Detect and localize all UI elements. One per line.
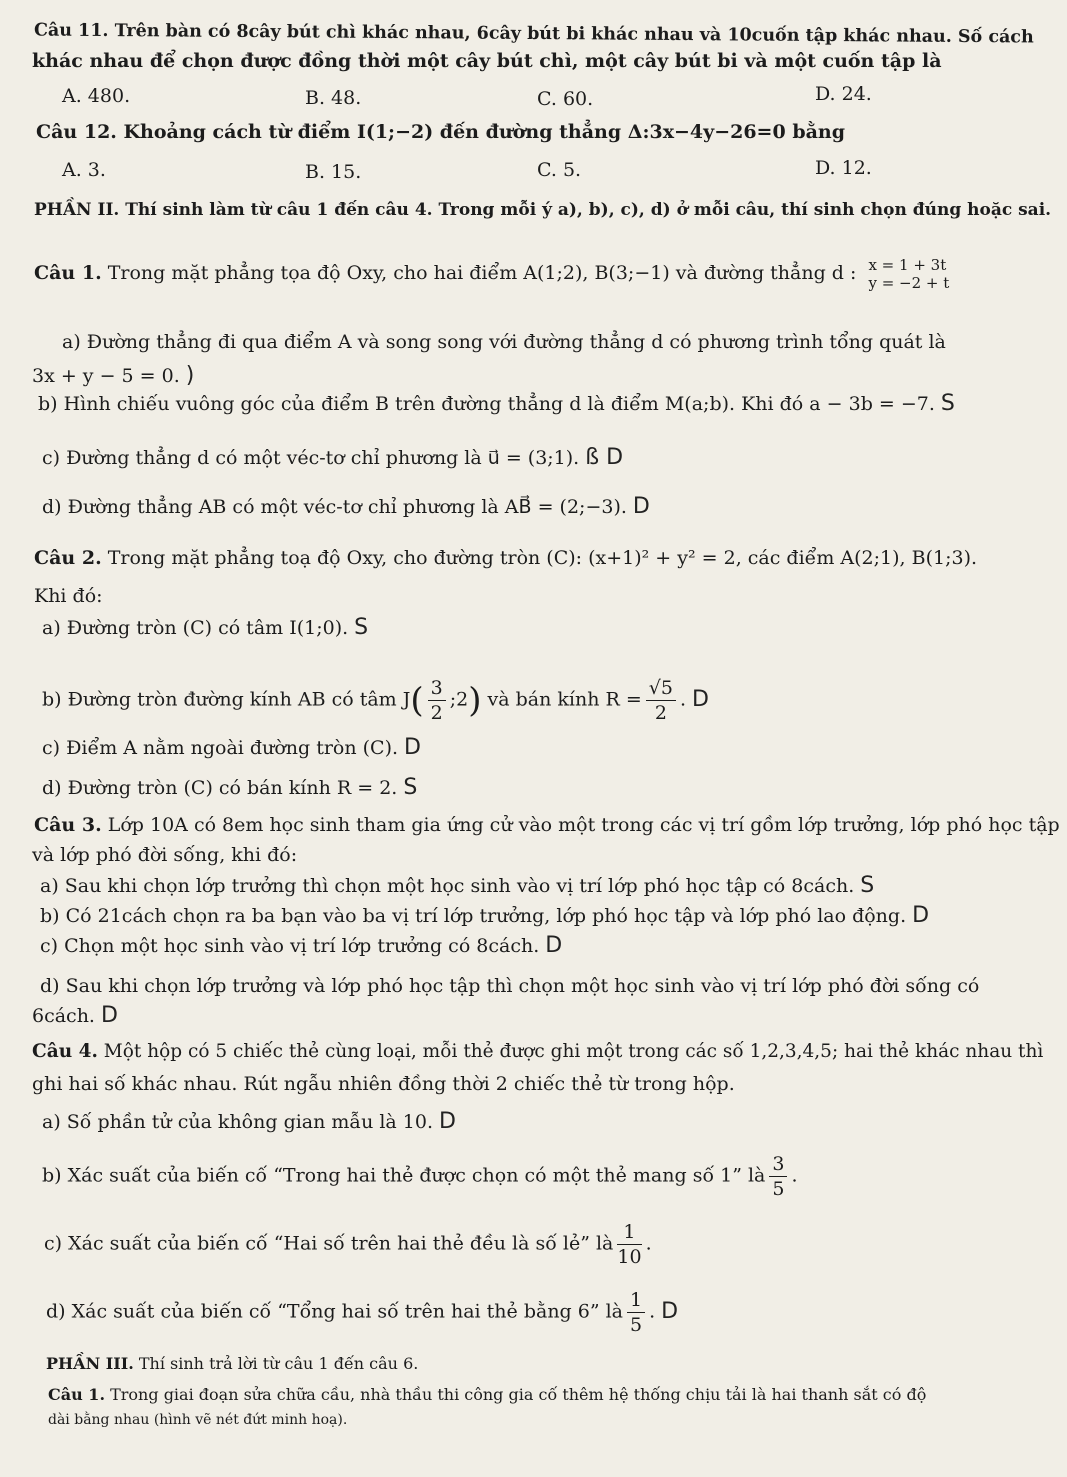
p2q2-d-text: d) Đường tròn (C) có bán kính R = 2. xyxy=(42,777,398,799)
q12-line xyxy=(36,120,845,144)
q11-option-b: B. 48. xyxy=(305,87,362,109)
p2q2-c-mark: D xyxy=(404,735,421,760)
p2q2-b-j-tail: ;2 xyxy=(449,688,469,711)
p2q4-d-mark: D xyxy=(661,1298,679,1324)
p2q3-text1: Lớp 10A có 8em học sinh tham gia ứng cử vào một trong các vị trí gồm lớp trưởng, lớp phó học tập xyxy=(101,814,1060,836)
p2q2-b-j-num: 3 xyxy=(428,676,446,701)
p2q1-d-text: d) Đường thẳng AB có một véc-tơ chỉ phương là AB⃗ = (2;−3). xyxy=(42,496,627,518)
p2q2-b-paren-open: ( xyxy=(410,680,424,721)
p2q2-b-j-den: 2 xyxy=(430,702,443,724)
p2q2-a xyxy=(42,616,368,640)
q12-head: Câu 12. xyxy=(36,121,117,143)
q11-text2: khác nhau để chọn được đồng thời một cây bút chì, một cây bút bi và một cuốn tập là xyxy=(32,50,942,72)
p2q1-c xyxy=(42,446,623,470)
p2q3-b-mark: D xyxy=(912,903,930,928)
q12-option-b: B. 15. xyxy=(305,161,362,183)
q11-line2 xyxy=(32,49,942,73)
p2q2-b-paren-close: ) xyxy=(468,680,482,721)
p2q1-stem xyxy=(34,256,949,292)
p2q4-b-den: 5 xyxy=(772,1178,785,1200)
p2q3-c-text: c) Chọn một học sinh vào vị trí lớp trưởng có 8cách. xyxy=(40,935,540,957)
p2q4-c-den: 10 xyxy=(617,1246,642,1268)
p2q1-a-equation: 3x + y − 5 = 0. xyxy=(32,365,180,387)
p3q1-head: Câu 1. xyxy=(48,1385,106,1404)
p2q1-b xyxy=(38,392,955,416)
p2q2-b-mark: D xyxy=(692,686,709,712)
p2q4-d-num: 1 xyxy=(627,1288,645,1313)
q11-option-a: A. 480. xyxy=(62,85,131,107)
part2-title: PHẦN II. xyxy=(34,200,120,220)
p2q2-b-r-fraction xyxy=(646,676,676,725)
p2q2-b-pre: b) Đường tròn đường kính AB có tâm J xyxy=(42,688,411,711)
p2q2-khi: Khi đó: xyxy=(34,585,103,607)
p2q4-d-fraction xyxy=(627,1288,645,1337)
q11-option-c: C. 60. xyxy=(537,88,594,110)
p2q1-b-text: b) Hình chiếu vuông góc của điểm B trên đường thẳng d là điểm M(a;b). Khi đó a − 3b = −7. xyxy=(38,393,935,415)
p2q1-c-mark: ß D xyxy=(585,445,624,470)
p2q4-head: Câu 4. xyxy=(32,1041,98,1062)
p2q3-line2: và lớp phó đời sống, khi đó: xyxy=(32,844,298,866)
p2q4-c-fraction xyxy=(617,1220,641,1269)
p2q1-system xyxy=(868,256,949,292)
q11-line1 xyxy=(34,19,1034,50)
p3q1-line2: dài bằng nhau (hình vẽ nét đứt minh hoạ). xyxy=(48,1412,348,1428)
p2q4-text1: Một hộp có 5 chiếc thẻ cùng loại, mỗi thẻ được ghi một trong các số 1,2,3,4,5; hai thẻ khác nhau thì xyxy=(97,1041,1044,1062)
p2q1-c-text: c) Đường thẳng d có một véc-tơ chỉ phương là u⃗ = (3;1). xyxy=(42,447,580,469)
p2q3-b-text: b) Có 21cách chọn ra ba bạn vào ba vị trí lớp trưởng, lớp phó học tập và lớp phó lao động. xyxy=(40,905,907,927)
p2q3-head: Câu 3. xyxy=(34,814,102,836)
p2q3-c-mark: D xyxy=(545,933,563,958)
p2q4-b-num: 3 xyxy=(769,1152,787,1177)
p2q4-c-text: c) Xác suất của biến cố “Hai số trên hai thẻ đều là số lẻ” là xyxy=(44,1232,614,1255)
p2q4-b-text: b) Xác suất của biến cố “Trong hai thẻ được chọn có một thẻ mang số 1” là xyxy=(42,1164,766,1187)
q12-option-d: D. 12. xyxy=(815,157,872,179)
p2q3-b xyxy=(40,904,929,928)
p2q3-line1 xyxy=(34,813,1060,837)
p2q3-c xyxy=(40,934,562,958)
q11-head: Câu 11. xyxy=(33,20,109,42)
p2q1-a-line1: a) Đường thẳng đi qua điểm A và song song với đường thẳng d có phương trình tổng quát là xyxy=(62,331,946,353)
p2q4-line1 xyxy=(32,1040,1043,1064)
p2q4-d-den: 5 xyxy=(630,1314,643,1336)
q11-option-d: D. 24. xyxy=(815,83,872,105)
p2q2-d-mark: S xyxy=(403,775,418,800)
q11-text1: Trên bàn có 8cây bút chì khác nhau, 6cây bút bi khác nhau và 10cuốn tập khác nhau. Số cách xyxy=(108,21,1034,48)
part3-text: Thí sinh trả lời từ câu 1 đến câu 6. xyxy=(133,1354,419,1373)
p2q2-a-text: a) Đường tròn (C) có tâm I(1;0). xyxy=(42,617,349,639)
q12-text: Khoảng cách từ điểm I(1;−2) đến đường thẳng Δ:3x−4y−26=0 bằng xyxy=(116,121,846,143)
part2-text: Thí sinh làm từ câu 1 đến câu 4. Trong mỗi ý a), b), c), d) ở mỗi câu, thí sinh chọn đúng hoặc sai. xyxy=(119,200,1052,220)
p2q2-b-r-den: 2 xyxy=(654,702,667,724)
p2q2-stem xyxy=(34,546,977,570)
p2q2-b-r-num: √5 xyxy=(646,676,676,701)
p2q1-a-line2 xyxy=(32,364,194,388)
p2q3-d-mark: D xyxy=(100,1003,118,1028)
p2q1-system-line2: y = −2 + t xyxy=(868,274,950,292)
p2q1-a-mark: ) xyxy=(185,363,195,388)
q12-option-a: A. 3. xyxy=(62,159,106,181)
p2q2-a-mark: S xyxy=(354,615,369,640)
p2q3-a-mark: S xyxy=(860,873,875,898)
part2-heading xyxy=(34,198,1051,222)
part3-heading xyxy=(46,1352,418,1376)
p3q1-line1 xyxy=(48,1383,926,1407)
p2q1-head: Câu 1. xyxy=(34,262,102,284)
p2q4-b: b) Xác suất của biến cố “Trong hai thẻ được chọn có một thẻ mang số 1” là $\frac{3}{5}$ . xyxy=(42,1153,798,1200)
p2q4-a-text: a) Số phần tử của không gian mẫu là 10. xyxy=(42,1111,434,1133)
p2q3-d-text2: 6cách. xyxy=(32,1005,95,1027)
p2q4-d-text: d) Xác suất của biến cố “Tổng hai số trên hai thẻ bằng 6” là xyxy=(46,1300,624,1323)
p3q1-text1: Trong giai đoạn sửa chữa cầu, nhà thầu thi công gia cố thêm hệ thống chịu tải là hai thanh sắt có độ xyxy=(105,1385,927,1404)
p2q3-a-text: a) Sau khi chọn lớp trưởng thì chọn một học sinh vào vị trí lớp phó học tập có 8cách. xyxy=(40,875,855,897)
p2q1-d-mark: D xyxy=(632,494,650,519)
p2q2-d xyxy=(42,776,417,800)
p2q3-d-line1: d) Sau khi chọn lớp trưởng và lớp phó học tập thì chọn một học sinh vào vị trí lớp phó đời sống có xyxy=(40,975,980,997)
p2q2-b: b) Đường tròn đường kính AB có tâm J( $\frac{3}{2}$ ;2) và bán kính R = $\frac{√5}{2}$ . D xyxy=(42,677,709,724)
p2q2-head: Câu 2. xyxy=(34,547,102,569)
p2q1-d xyxy=(42,495,650,519)
p2q4-d: d) Xác suất của biến cố “Tổng hai số trên hai thẻ bằng 6” là $\frac{1}{5}$ . D xyxy=(46,1289,679,1336)
part3-title: PHẦN III. xyxy=(46,1354,134,1373)
p2q1-text: Trong mặt phẳng tọa độ Oxy, cho hai điểm A(1;2), B(3;−1) và đường thẳng d : xyxy=(101,262,857,284)
p2q4-a-mark: D xyxy=(439,1109,456,1134)
p2q2-text: Trong mặt phẳng toạ độ Oxy, cho đường tròn (C): (x+1)² + y² = 2, các điểm A(2;1), B(1;3). xyxy=(101,547,978,569)
p2q2-c-text: c) Điểm A nằm ngoài đường tròn (C). xyxy=(42,737,399,759)
p2q2-b-j-fraction xyxy=(428,676,446,725)
p2q4-c-num: 1 xyxy=(617,1220,641,1245)
p2q4-line2: ghi hai số khác nhau. Rút ngẫu nhiên đồng thời 2 chiếc thẻ từ trong hộp. xyxy=(32,1073,735,1095)
p2q1-b-mark: S xyxy=(940,391,955,416)
q12-option-c: C. 5. xyxy=(537,159,582,181)
p2q4-b-fraction xyxy=(769,1152,787,1201)
p2q3-d-line2 xyxy=(32,1004,118,1028)
p2q4-c: c) Xác suất của biến cố “Hai số trên hai thẻ đều là số lẻ” là $\frac{1}{10}$ . xyxy=(44,1221,652,1268)
p2q2-c xyxy=(42,736,421,760)
p2q1-system-line1: x = 1 + 3t xyxy=(868,256,947,274)
p2q3-a xyxy=(40,874,874,898)
p2q2-b-mid: và bán kính R = xyxy=(481,688,642,711)
p2q4-a xyxy=(42,1110,456,1134)
